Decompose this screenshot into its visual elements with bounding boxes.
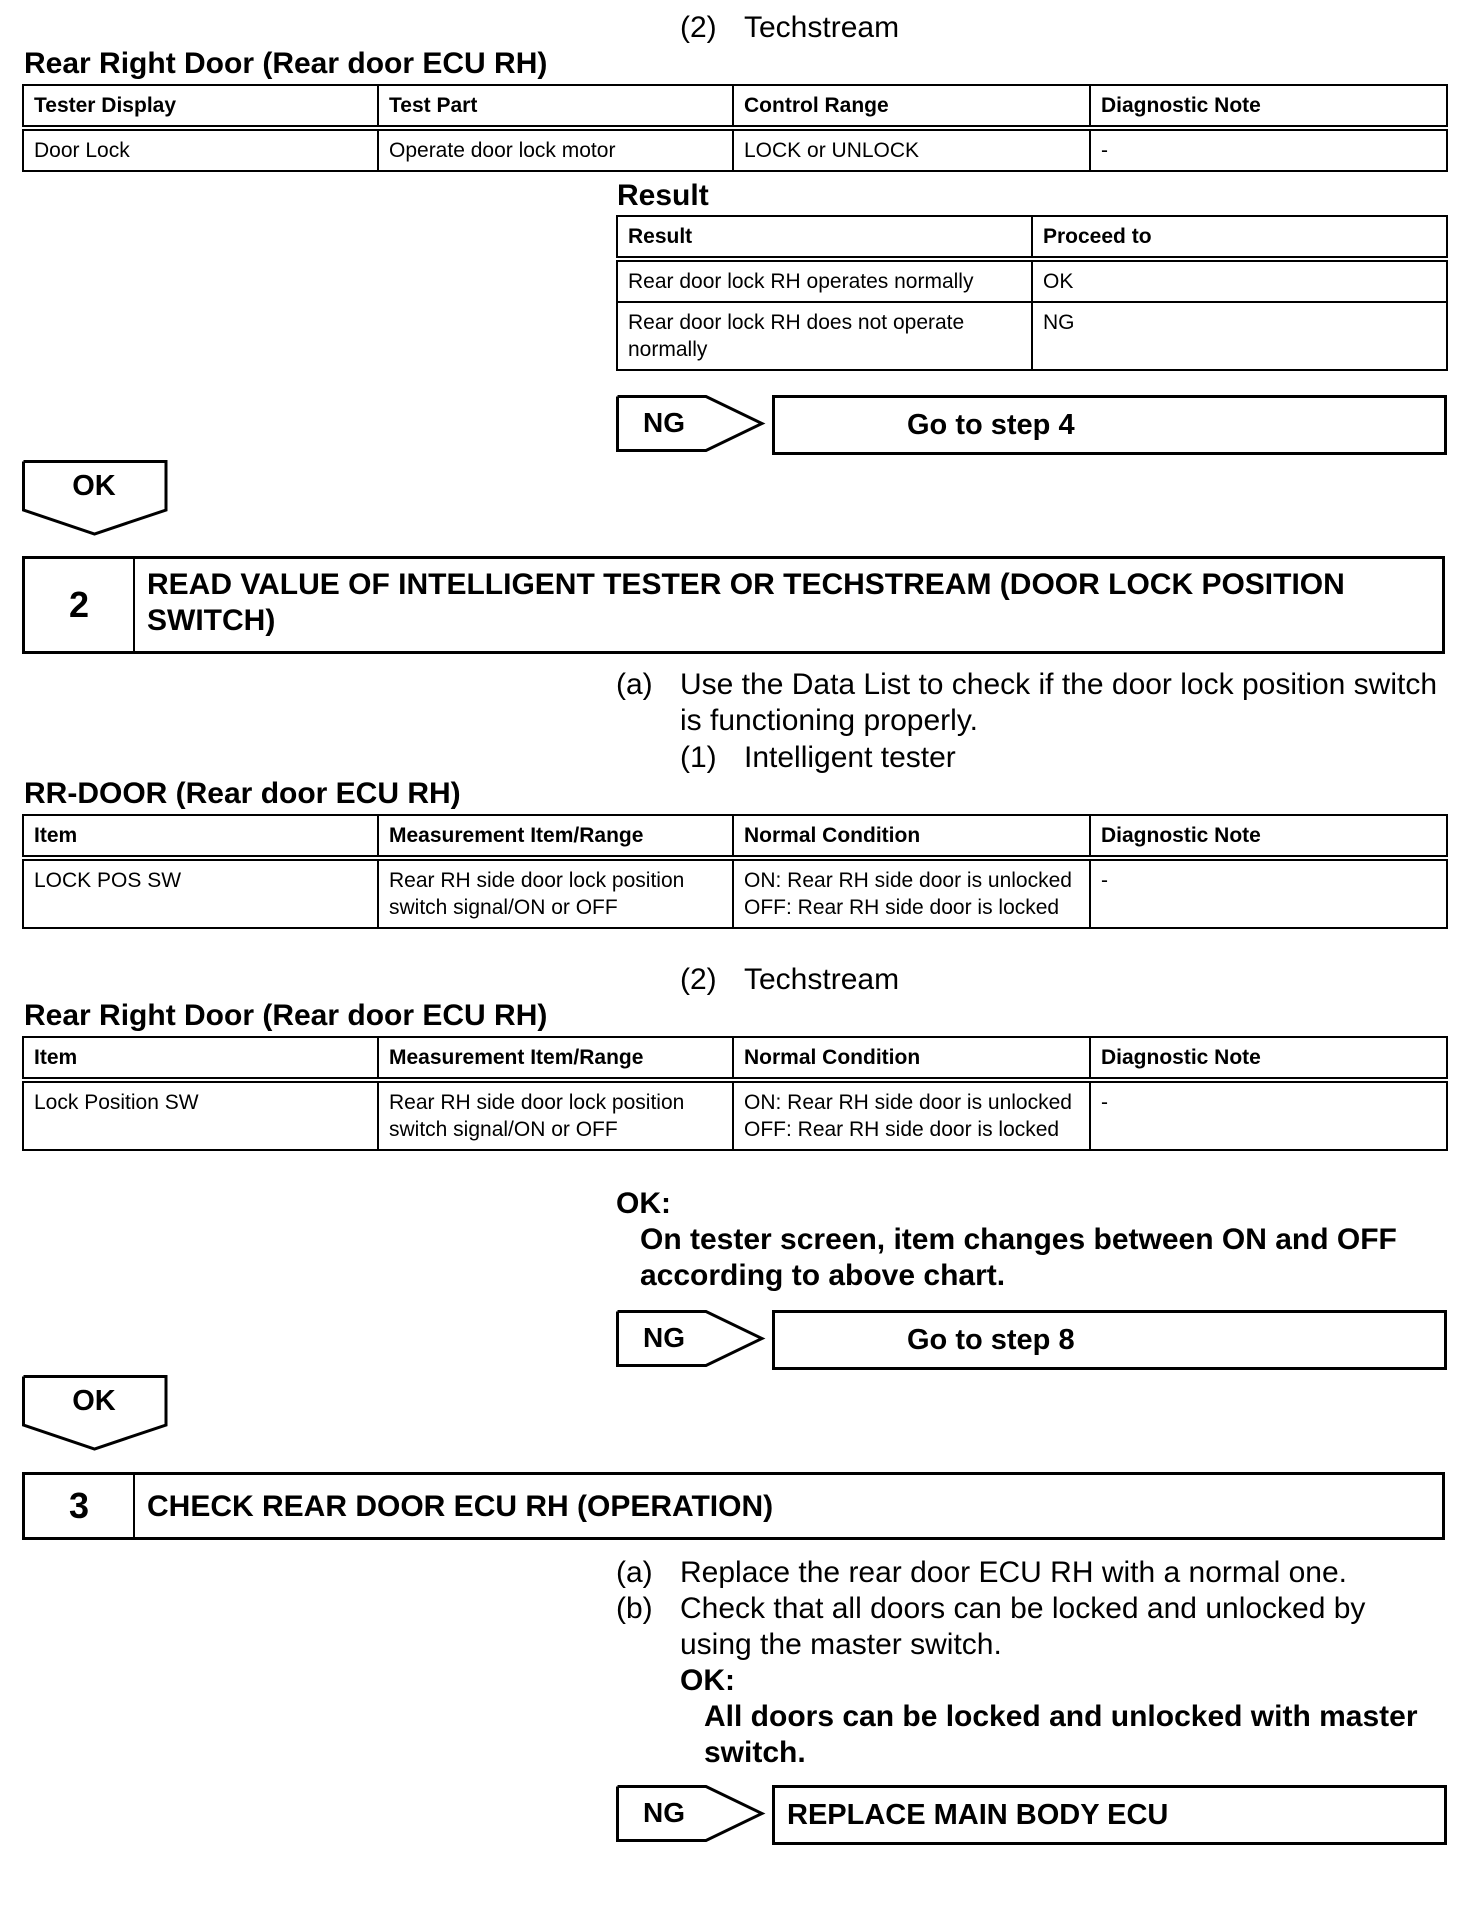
table-header-row	[617, 216, 1447, 259]
ng-arrow	[616, 395, 766, 452]
sub-item-techstream	[680, 10, 899, 46]
header-cell: Measurement Item/Range	[378, 815, 733, 858]
step-2-para-a	[616, 667, 1446, 739]
sub-item-number: (2)	[680, 11, 717, 44]
active-test-table	[22, 84, 1448, 172]
normal-condition-off: OFF: Rear RH side door is locked	[744, 896, 1060, 919]
ng-label: NG	[643, 406, 685, 438]
step-3-para-a	[616, 1555, 1446, 1591]
ng-label: NG	[643, 1796, 685, 1828]
table-row	[23, 128, 1447, 171]
header-cell: Proceed to	[1032, 216, 1447, 259]
result-title: Result	[617, 179, 709, 212]
table-row	[617, 259, 1447, 302]
table-cell: Rear door lock RH does not operate normally	[617, 302, 1032, 370]
table-cell: Rear RH side door lock position switch signal/ON or OFF	[378, 1080, 733, 1150]
header-cell: Item	[23, 1037, 378, 1080]
header-cell: Result	[617, 216, 1032, 259]
table-header-row	[23, 815, 1447, 858]
table-row	[23, 858, 1447, 928]
data-list-table-techstream	[22, 1036, 1448, 1151]
step-2-header	[22, 556, 1445, 654]
header-cell: Measurement Item/Range	[378, 1037, 733, 1080]
table-cell: -	[1090, 1080, 1447, 1150]
ok-label: OK	[72, 1384, 116, 1417]
go-to-step-8-box: Go to step 8	[772, 1310, 1447, 1370]
ok-condition-line: On tester screen, item changes between ON and OFF	[640, 1223, 1397, 1256]
ok-heading: OK:	[680, 1664, 735, 1697]
table-header-row	[23, 1037, 1447, 1080]
table-cell: OK	[1032, 259, 1447, 302]
step-number: 3	[25, 1475, 135, 1537]
table-cell: NG	[1032, 302, 1447, 370]
para-number: (a)	[616, 668, 653, 701]
para-text-line: is functioning properly.	[680, 704, 978, 737]
ok-condition-line: switch.	[704, 1736, 806, 1769]
para-text-line: Replace the rear door ECU RH with a normal one.	[680, 1556, 1347, 1589]
table-title-rear-right-door-2: Rear Right Door (Rear door ECU RH)	[24, 999, 548, 1032]
para-text-line: Use the Data List to check if the door lock position switch	[680, 668, 1438, 701]
table-cell: -	[1090, 128, 1447, 171]
header-cell: Tester Display	[23, 85, 378, 128]
header-cell: Diagnostic Note	[1090, 1037, 1447, 1080]
para-text-line: using the master switch.	[680, 1628, 1002, 1661]
table-row	[617, 302, 1447, 370]
table-cell: Rear door lock RH operates normally	[617, 259, 1032, 302]
para-text-line: Check that all doors can be locked and unlocked by	[680, 1592, 1366, 1625]
step-3-para-b	[616, 1591, 1446, 1663]
ok-condition-line: according to above chart.	[640, 1259, 1006, 1292]
ng-arrow	[616, 1310, 766, 1367]
table-cell: Operate door lock motor	[378, 128, 733, 171]
step-3-header	[22, 1472, 1445, 1540]
replace-main-body-ecu-box: REPLACE MAIN BODY ECU	[772, 1785, 1447, 1845]
ng-label: NG	[643, 1321, 685, 1353]
result-table	[616, 215, 1448, 371]
sub-item-techstream-2	[680, 962, 899, 998]
table-cell: Lock Position SW	[23, 1080, 378, 1150]
step-title: READ VALUE OF INTELLIGENT TESTER OR TECHSTREAM (DOOR LOCK POSITION SWITCH)	[147, 568, 1345, 637]
table-cell	[733, 858, 1090, 928]
table-title-rear-right-door: Rear Right Door (Rear door ECU RH)	[24, 47, 548, 80]
header-cell: Diagnostic Note	[1090, 85, 1447, 128]
normal-condition-off: OFF: Rear RH side door is locked	[744, 1118, 1060, 1141]
header-cell: Control Range	[733, 85, 1090, 128]
table-cell: Door Lock	[23, 128, 378, 171]
ng-arrow	[616, 1785, 766, 1842]
para-number: (b)	[616, 1592, 653, 1625]
go-to-step-4-box: Go to step 4	[772, 395, 1447, 455]
header-cell: Normal Condition	[733, 1037, 1090, 1080]
ok-arrow	[22, 1375, 168, 1451]
sub-item-number: (2)	[680, 963, 717, 996]
sub-item-label: Intelligent tester	[744, 741, 956, 774]
table-cell: -	[1090, 858, 1447, 928]
ok-heading: OK:	[616, 1187, 671, 1220]
sub-item-label: Techstream	[744, 11, 900, 44]
sub-item-intelligent-tester	[680, 740, 956, 776]
header-cell: Test Part	[378, 85, 733, 128]
table-row	[23, 1080, 1447, 1150]
table-cell: LOCK or UNLOCK	[733, 128, 1090, 171]
normal-condition-on: ON: Rear RH side door is unlocked	[744, 869, 1072, 892]
step-title: CHECK REAR DOOR ECU RH (OPERATION)	[147, 1490, 774, 1523]
ok-label: OK	[72, 469, 116, 502]
step-number: 2	[25, 559, 135, 651]
table-cell	[733, 1080, 1090, 1150]
table-cell: LOCK POS SW	[23, 858, 378, 928]
header-cell: Diagnostic Note	[1090, 815, 1447, 858]
ok-condition-line: All doors can be locked and unlocked with master	[704, 1700, 1418, 1733]
header-cell: Normal Condition	[733, 815, 1090, 858]
sub-item-label: Techstream	[744, 963, 900, 996]
normal-condition-on: ON: Rear RH side door is unlocked	[744, 1091, 1072, 1114]
table-cell: Rear RH side door lock position switch signal/ON or OFF	[378, 858, 733, 928]
sub-item-number: (1)	[680, 741, 717, 774]
ok-arrow	[22, 460, 168, 536]
table-header-row	[23, 85, 1447, 128]
header-cell: Item	[23, 815, 378, 858]
data-list-table-intelligent-tester	[22, 814, 1448, 929]
table-title-rr-door: RR-DOOR (Rear door ECU RH)	[24, 777, 461, 810]
para-number: (a)	[616, 1556, 653, 1589]
